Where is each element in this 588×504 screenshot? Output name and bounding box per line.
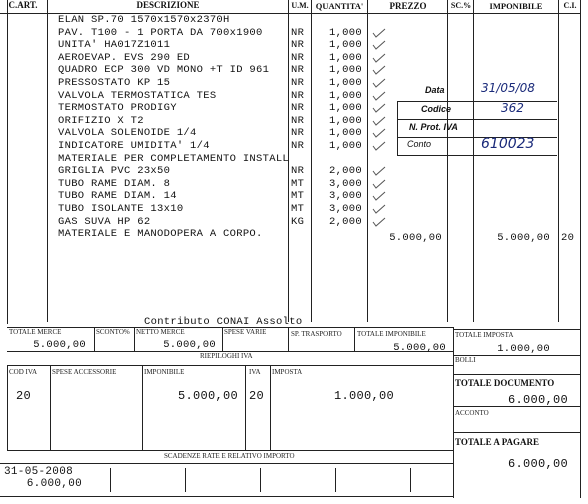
item-description: TERMOSTATO PRODIGY	[58, 102, 177, 115]
item-unit: NR	[291, 114, 305, 127]
check-mark-icon	[372, 65, 386, 75]
bolli-label: BOLLI	[455, 356, 476, 364]
acconto-label: ACCONTO	[455, 409, 489, 417]
totale-imposta-label: TOTALE IMPOSTA	[455, 331, 514, 339]
imponibile-value: 5.000,00	[177, 389, 238, 403]
item-unit: NR	[291, 89, 305, 102]
item-unit: MT	[291, 203, 305, 215]
item-quantity: 2,000	[328, 165, 362, 178]
check-mark-icon	[372, 179, 386, 189]
item-unit: NR	[291, 165, 305, 178]
header-code: C.ART.	[8, 0, 38, 10]
scadenza-amount: 6.000,00	[26, 478, 82, 490]
line-vat-code: 20	[561, 232, 575, 244]
check-mark-icon	[372, 103, 386, 113]
item-description: QUADRO ECP 300 VD MONO +T ID 961	[58, 64, 270, 77]
check-mark-icon	[372, 78, 386, 88]
item-quantity: 1,000	[328, 140, 362, 152]
item-unit: KG	[291, 215, 305, 228]
item-quantity: 3,000	[328, 177, 362, 190]
item-description: PRESSOSTATO KP 15	[58, 77, 171, 89]
stamp-data-label: Data	[425, 85, 445, 95]
header-price: PREZZO	[389, 1, 427, 11]
totale-merce-value: 5.000,00	[33, 339, 86, 351]
sconto-label: SCONTO%	[96, 328, 130, 336]
header-quantity: QUANTITA'	[315, 1, 364, 11]
item-description: TUBO ISOLANTE 13x10	[58, 203, 184, 215]
item-description: INDICATORE UMIDITA' 1/4	[58, 140, 210, 152]
item-quantity: 3,000	[328, 190, 362, 203]
item-unit: NR	[291, 127, 305, 140]
check-mark-icon	[372, 53, 386, 63]
totale-documento-label: TOTALE DOCUMENTO	[455, 378, 555, 388]
item-description: ELAN SP.70 1570x1570x2370H	[58, 14, 230, 26]
item-description: TUBO RAME DIAM. 14	[58, 190, 177, 203]
stamp-nprot-label: N. Prot. IVA	[409, 122, 458, 132]
header-unit: U.M.	[291, 1, 309, 10]
totale-pagare-value: 6.000,00	[507, 457, 568, 471]
item-quantity: 1,000	[328, 89, 362, 102]
item-quantity: 1,000	[328, 26, 362, 39]
item-unit: MT	[291, 190, 305, 203]
stamp-conto-value: 610023	[481, 136, 535, 152]
check-mark-icon	[372, 217, 386, 227]
vat-summary-title: RIEPILOGHI IVA	[200, 352, 253, 360]
item-unit: NR	[291, 102, 305, 115]
cod-iva-label: COD IVA	[9, 368, 38, 376]
header-description: DESCRIZIONE	[136, 0, 200, 10]
item-quantity: 1,000	[328, 77, 362, 89]
stamp-codice-label: Codice	[421, 104, 452, 114]
check-mark-icon	[372, 204, 386, 214]
item-description: UNITA' HA017Z1011	[58, 39, 171, 52]
check-mark-icon	[372, 28, 386, 38]
netto-merce-label: NETTO MERCE	[136, 328, 185, 336]
check-mark-icon	[372, 166, 386, 176]
check-mark-icon	[372, 40, 386, 50]
item-quantity: 1,000	[328, 127, 362, 140]
item-unit: MT	[291, 177, 305, 190]
item-quantity: 1,000	[328, 64, 362, 77]
scadenza-date: 31-05-2008	[4, 466, 74, 478]
item-unit: NR	[291, 64, 305, 77]
item-unit: NR	[291, 140, 305, 152]
item-unit: NR	[291, 26, 305, 39]
item-quantity: 1,000	[328, 39, 362, 52]
item-quantity: 1,000	[328, 102, 362, 115]
item-description: GAS SUVA HP 62	[58, 215, 151, 228]
cod-iva-value: 20	[16, 389, 32, 403]
accounting-stamp	[397, 79, 557, 169]
line-price-total: 5.000,00	[389, 232, 442, 244]
header-discount: SC.%	[450, 1, 472, 10]
imposta-value: 1.000,00	[333, 389, 394, 403]
check-mark-icon	[372, 141, 386, 151]
stamp-conto-label: Conto	[407, 139, 432, 149]
item-description: AEROEVAP. EVS 290 ED	[58, 51, 191, 64]
item-description: PAV. T100 - 1 PORTA DA 700x1900	[58, 26, 263, 39]
header-taxable: IMPONIBILE	[489, 1, 543, 11]
item-quantity: 2,000	[328, 215, 362, 228]
check-mark-icon	[372, 91, 386, 101]
spese-accessorie-label: SPESE ACCESSORIE	[52, 368, 117, 376]
item-quantity: 3,000	[328, 203, 362, 215]
item-quantity: 1,000	[328, 51, 362, 64]
conai-note: Contributo CONAI Assolto	[144, 316, 303, 328]
spese-varie-label: SPESE VARIE	[224, 328, 267, 336]
item-description: VALVOLA SOLENOIDE 1/4	[58, 127, 197, 140]
line-taxable-total: 5.000,00	[497, 232, 550, 244]
item-description: VALVOLA TERMOSTATICA TES	[58, 89, 217, 102]
iva-label: IVA	[249, 368, 261, 376]
stamp-codice-value: 362	[501, 101, 524, 115]
totale-imponibile-value: 5.000,00	[393, 342, 446, 354]
item-description: TUBO RAME DIAM. 8	[58, 177, 171, 190]
totale-merce-label: TOTALE MERCE	[9, 328, 62, 336]
totale-imponibile-label: TOTALE IMPONIBILE	[357, 330, 426, 338]
check-mark-icon	[372, 191, 386, 201]
item-unit: NR	[291, 77, 305, 89]
item-description: MATERIALE PER COMPLETAMENTO INSTALL	[58, 152, 290, 165]
item-unit: NR	[291, 51, 305, 64]
check-mark-icon	[372, 128, 386, 138]
iva-value: 20	[249, 389, 265, 403]
stamp-data-value: 31/05/08	[481, 81, 535, 95]
item-description: MATERIALE E MANODOPERA A CORPO.	[58, 228, 263, 241]
sp-trasporto-label: SP. TRASPORTO	[291, 330, 342, 338]
item-description: GRIGLIA PVC 23x50	[58, 165, 171, 178]
netto-merce-value: 5.000,00	[163, 339, 216, 351]
totale-documento-value: 6.000,00	[507, 393, 568, 407]
item-description: ORIFIZIO X T2	[58, 114, 144, 127]
item-quantity: 1,000	[328, 114, 362, 127]
totale-pagare-label: TOTALE A PAGARE	[455, 437, 540, 447]
check-mark-icon	[372, 116, 386, 126]
imponibile-label: IMPONIBILE	[144, 368, 185, 376]
scadenze-title: SCADENZE RATE E RELATIVO IMPORTO	[164, 452, 295, 460]
header-vat-code: C.I.	[563, 1, 577, 10]
item-unit: NR	[291, 39, 305, 52]
totale-imposta-value: 1.000,00	[497, 343, 550, 355]
imposta-label: IMPOSTA	[272, 368, 303, 376]
